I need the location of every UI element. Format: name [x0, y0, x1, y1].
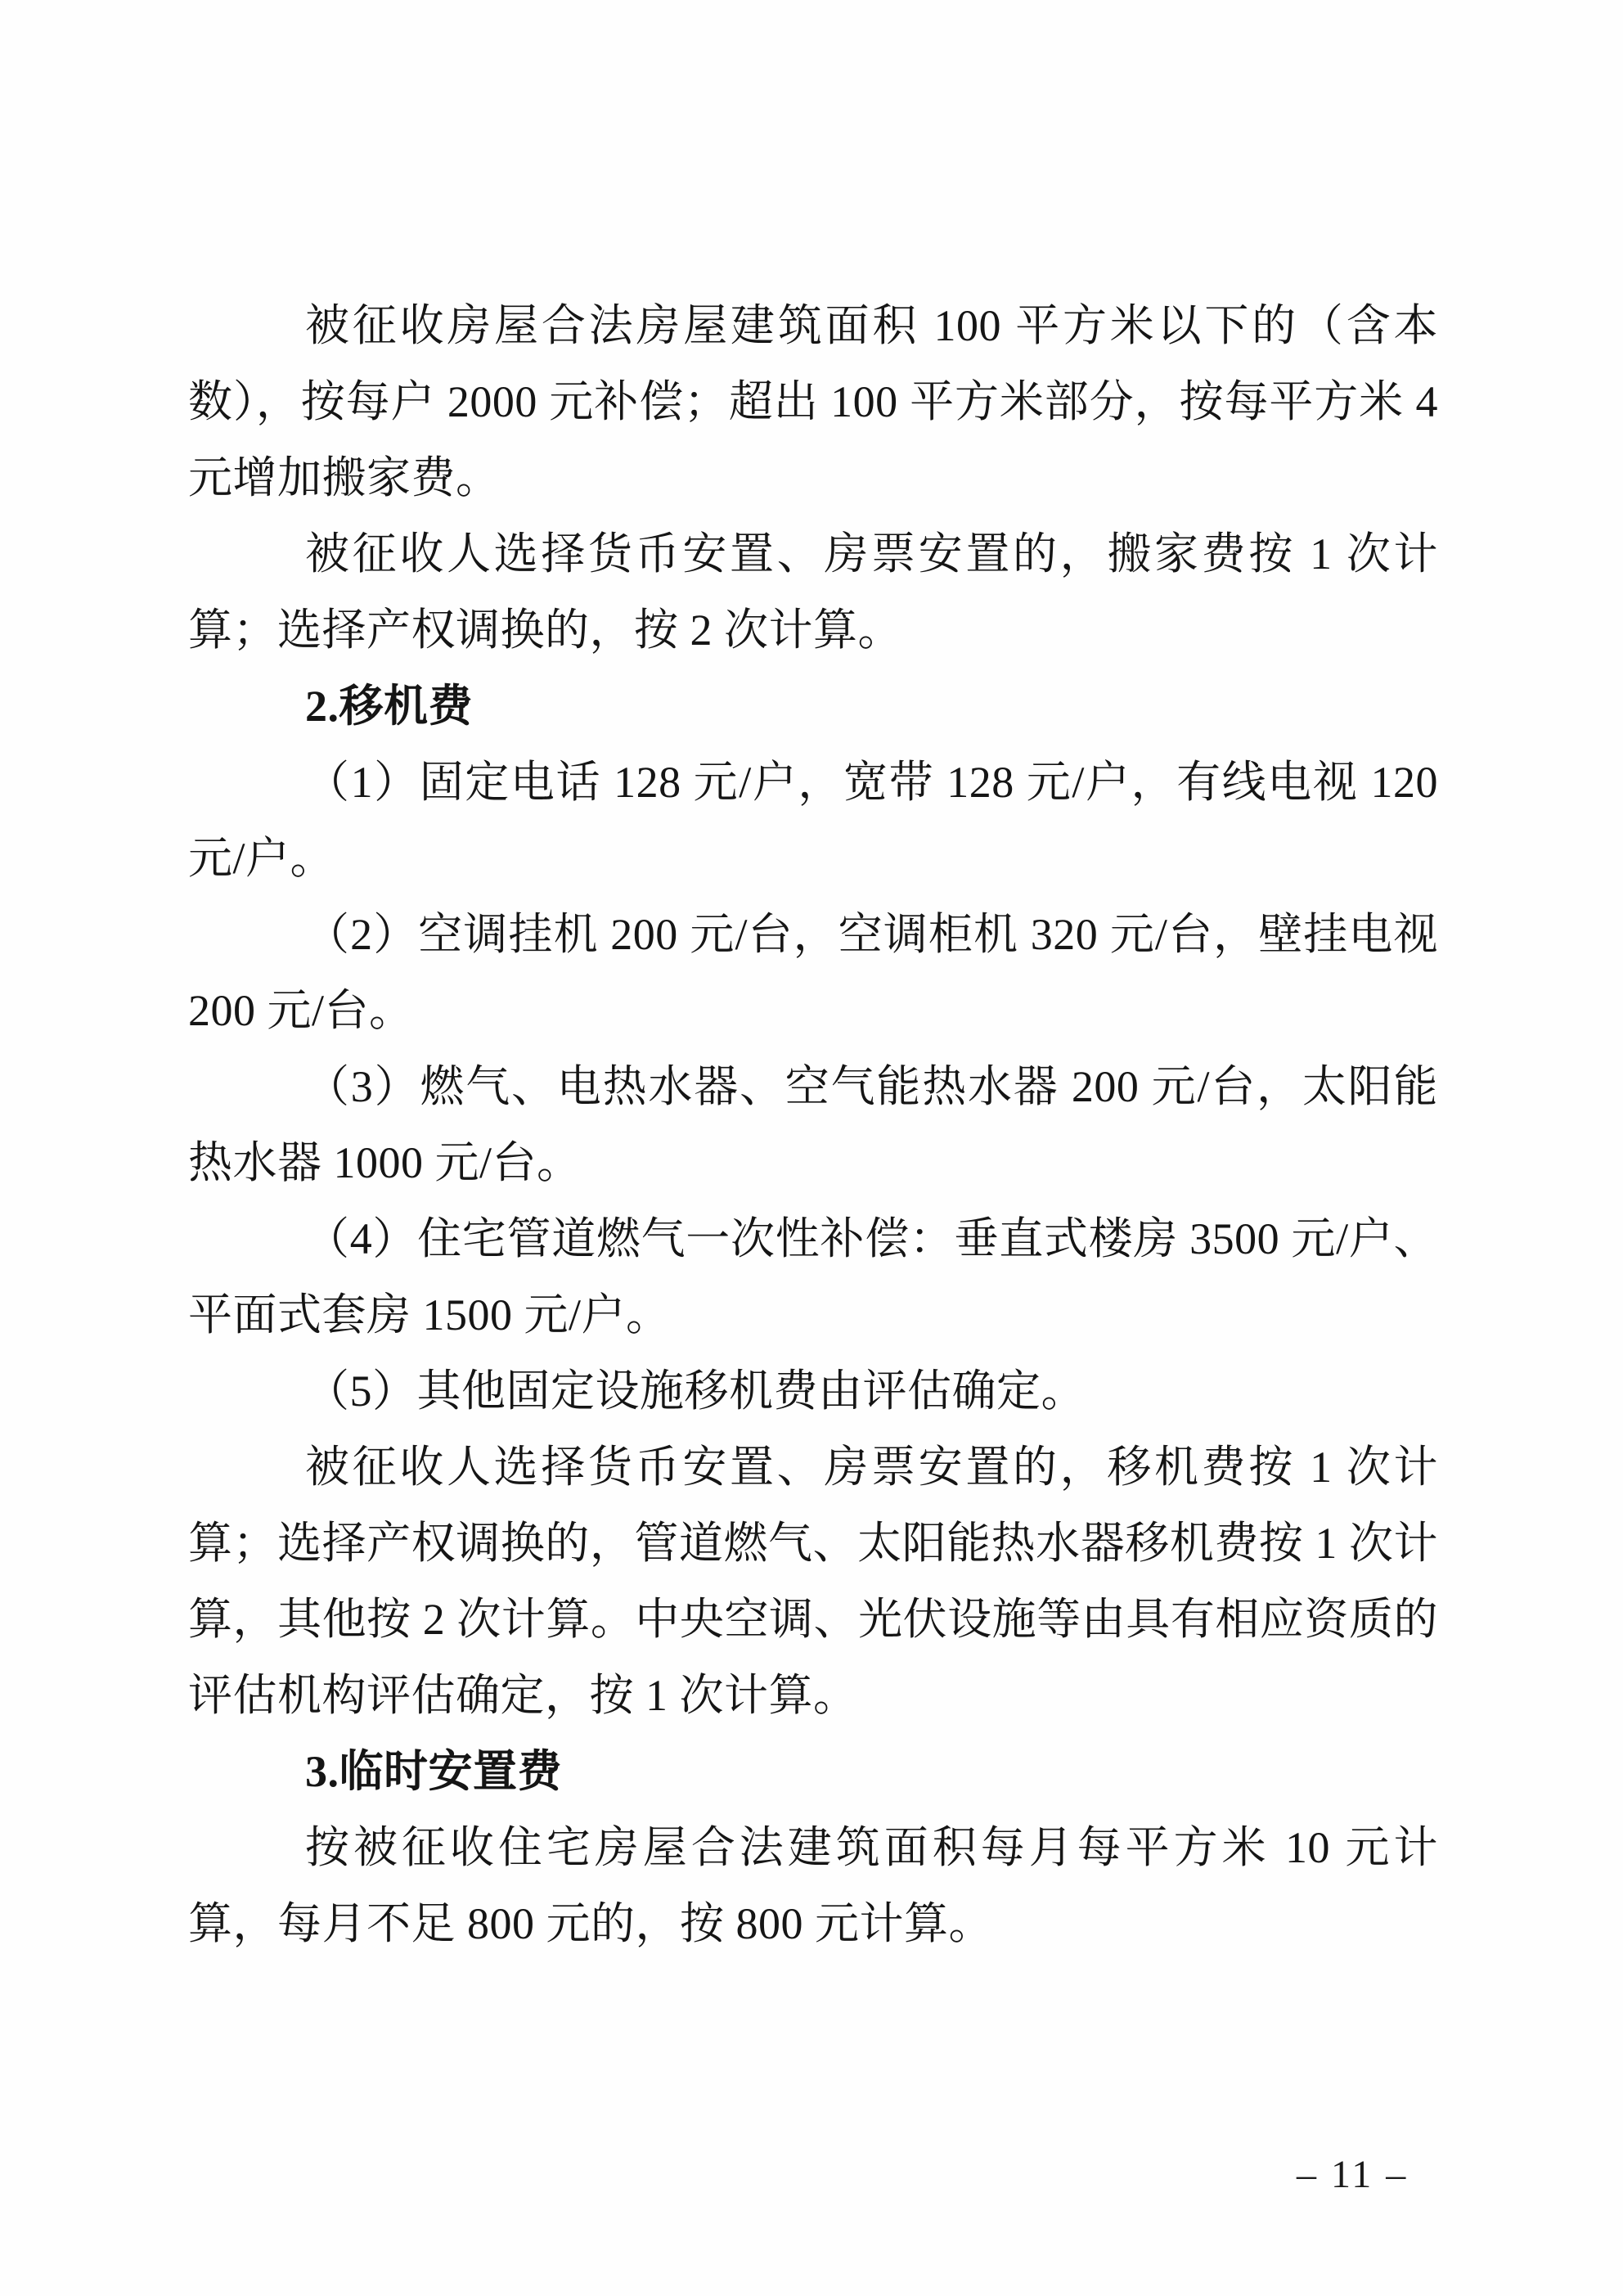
- paragraph: （1）固定电话 128 元/户，宽带 128 元/户，有线电视 120 元/户。: [188, 758, 1438, 883]
- paragraph: （5）其他固定设施移机费由评估确定。: [305, 1366, 1086, 1416]
- page-number: – 11 –: [1297, 2153, 1409, 2196]
- paragraph: 被征收人选择货币安置、房票安置的，移机费按 1 次计算；选择产权调换的，管道燃气、太阳能热水器移机费按 1 次计算，其他按 2 次计算。中央空调、光伏设施等由具有相应资质的评估机构评估确定，按 1 次计算。: [188, 1443, 1438, 1720]
- paragraph: 被征收房屋合法房屋建筑面积 100 平方米以下的（含本数），按每户 2000 元补偿；超出 100 平方米部分，按每平方米 4 元增加搬家费。: [188, 301, 1438, 502]
- paragraph: （3）燃气、电热水器、空气能热水器 200 元/台，太阳能热水器 1000 元/台。: [188, 1062, 1438, 1187]
- document-body: [188, 288, 1438, 1962]
- section-heading: 2.移机费: [305, 682, 473, 731]
- section-heading: 3.临时安置费: [305, 1747, 562, 1796]
- paragraph: 按被征收住宅房屋合法建筑面积每月每平方米 10 元计算，每月不足 800 元的，按 800 元计算。: [188, 1823, 1438, 1948]
- paragraph: 被征收人选择货币安置、房票安置的，搬家费按 1 次计算；选择产权调换的，按 2 次计算。: [188, 529, 1438, 655]
- paragraph: （2）空调挂机 200 元/台，空调柜机 320 元/台，壁挂电视 200 元/台。: [188, 910, 1438, 1035]
- paragraph: （4）住宅管道燃气一次性补偿：垂直式楼房 3500 元/户、平面式套房 1500 元/户。: [188, 1214, 1438, 1339]
